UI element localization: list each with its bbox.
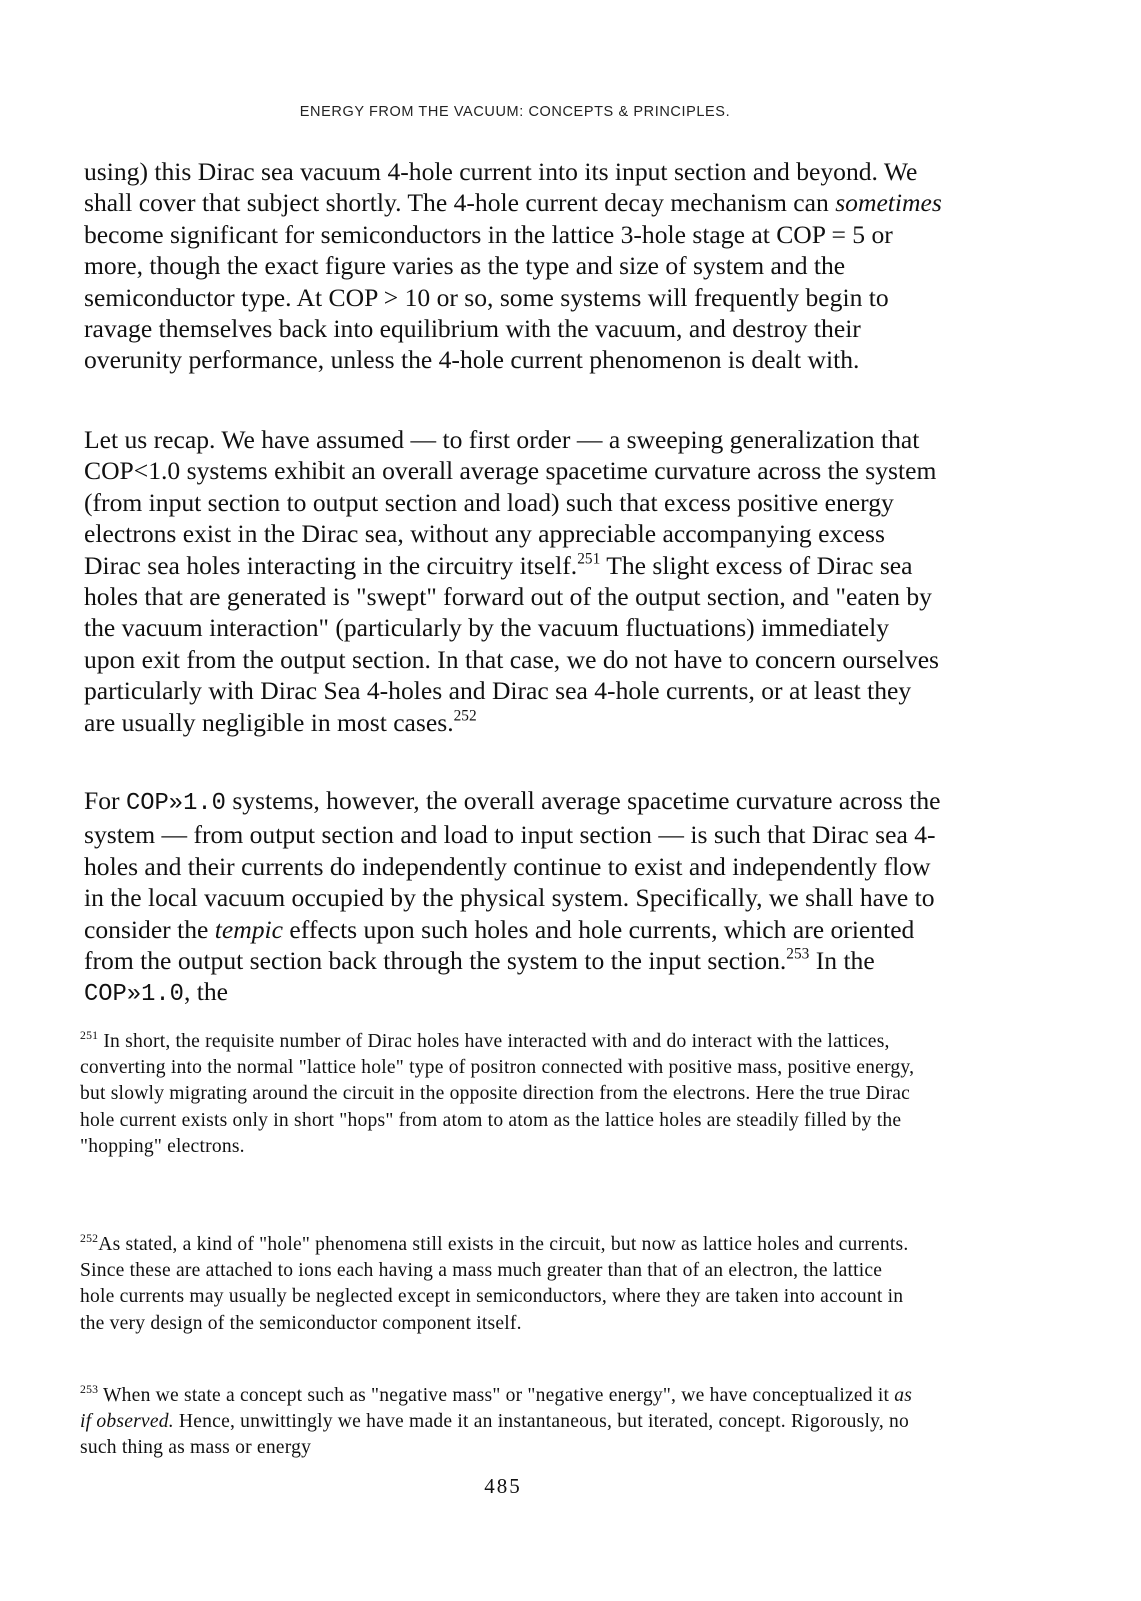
footnote-text: As stated, a kind of "hole" phenomena still exists in the circuit, but now as lattice holes and currents. Since these are attached to ions each having a mass much greater than that of an electron, the lattice hole currents may usually be neglected except in semiconductors, where they are taken into account in the very design of the semiconductor component itself.	[80, 1234, 909, 1334]
footnote-number: 251	[80, 1028, 99, 1042]
paragraph	[84, 156, 944, 376]
emphasis-text: sometimes	[835, 188, 942, 218]
footnote-ref[interactable]: 252	[453, 706, 477, 724]
running-header: ENERGY FROM THE VACUUM: CONCEPTS & PRINCIPLES.	[299, 104, 731, 120]
footnote-number: 253	[80, 1382, 99, 1396]
footnote-text: When we state a concept such as "negative mass" or "negative energy", we have conceptualized it	[98, 1385, 895, 1406]
footnote-text: In short, the requisite number of Dirac holes have interacted with and do interact with the lattices, converting into the normal "lattice hole" type of positron connected with positive mass, positive energy, but slowly migrating around the circuit in the opposite direction from the electrons. Here the true Dirac hole current exists only in short "hops" from atom to atom as the lattice holes are steadily filled by the "hopping" electrons.	[80, 1031, 915, 1157]
paragraph-text: For	[84, 786, 126, 815]
page-number: 485	[484, 1474, 522, 1498]
cop-term: COP»1.0	[125, 790, 226, 817]
footnote	[80, 1383, 920, 1462]
paragraph-text: Let us recap. We have assumed — to first order — a sweeping generalization that COP<1.0 systems exhibit an overall average spacetime curvature across the system (from input section to output section and load) such that excess positive energy electrons exist in the Dirac sea, without any appreciable accompanying excess Dirac sea holes interacting in the circuitry itself.	[84, 425, 937, 580]
footnote-number: 252	[80, 1231, 99, 1245]
paragraph-text: effects upon such holes and hole currents, which are oriented from the output section back through the system to the input section.	[84, 914, 915, 976]
footnote-ref[interactable]: 251	[577, 549, 601, 567]
paragraph-text: , the	[183, 977, 229, 1007]
paragraph-text: using) this Dirac sea vacuum 4-hole current into its input section and beyond. We shall cover that subject shortly. The 4-hole current decay mechanism can	[84, 157, 918, 218]
emphasis-text: as if observed.	[80, 1385, 913, 1433]
cop-term: COP»1.0	[84, 981, 184, 1009]
paragraph-text: become significant for semiconductors in the lattice 3-hole stage at COP = 5 or more, though the exact figure varies as the type and size of system and the semiconductor type. At COP > 10 or so, some systems will frequently begin to ravage themselves back into equilibrium with the vacuum, and destroy their overunity performance, unless the 4-hole current phenomenon is dealt with.	[84, 219, 893, 375]
paragraph-text: In the	[809, 946, 875, 976]
footnote-text: Hence, unwittingly we have made it an instantaneous, but iterated, concept. Rigorously, no such thing as mass or energy	[80, 1411, 910, 1459]
footnote-ref[interactable]: 253	[786, 945, 810, 963]
emphasis-text: tempic	[214, 914, 284, 944]
paragraph-text: The slight excess of Dirac sea holes that are generated is "swept" forward out of the output section, and "eaten by the vacuum interaction" (particularly by the vacuum fluctuations) immediately upon exit from the output section. In that case, we do not have to concern ourselves particularly with Dirac Sea 4-holes and Dirac sea 4-hole currents, or at least they are usually negligible in most cases.	[84, 550, 940, 737]
paragraph	[84, 424, 944, 738]
paragraph-text: systems, however, the overall average spacetime curvature across the system — from output section and load to input section — is such that Dirac sea 4-holes and their currents do independently continue to exist and independently flow in the local vacuum occupied by the physical system. Specifically, we shall have to consider the	[84, 786, 941, 944]
paragraph	[84, 785, 944, 1011]
footnote	[80, 1029, 920, 1160]
footnote	[80, 1232, 920, 1337]
